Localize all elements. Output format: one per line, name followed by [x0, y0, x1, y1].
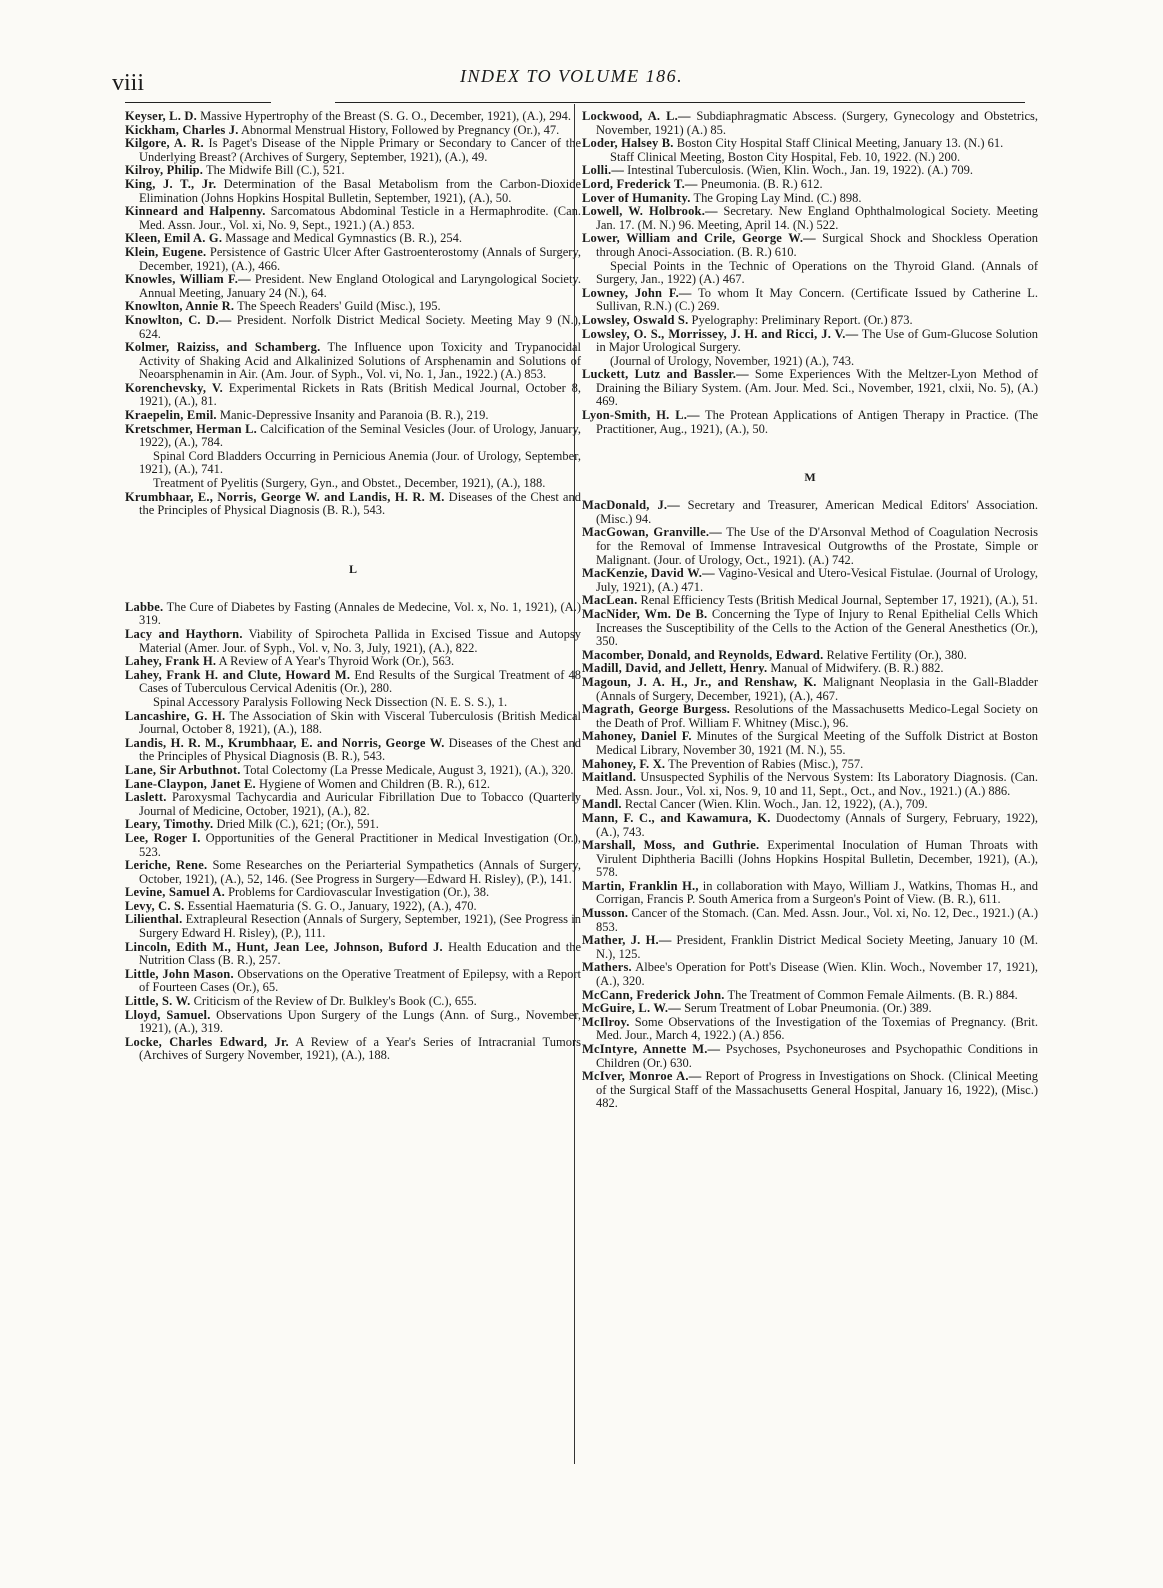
- index-entry: [582, 594, 1038, 608]
- entry-text: Extrapleural Resection (Annals of Surgery, September, 1921), (See Progress in Surgery Edward H. Risley), (P.), 111.: [139, 912, 581, 941]
- entry-author: Labbe.: [125, 599, 164, 614]
- entry-author: Little, S. W.: [125, 994, 191, 1009]
- index-entry: [582, 567, 1038, 594]
- index-entry: [582, 164, 1038, 178]
- index-entry: [582, 608, 1038, 649]
- entry-text: Intestinal Tuberculosis. (Wien, Klin. Woch., Jan. 19, 1922). (A.) 709.: [627, 163, 973, 178]
- index-entry: [582, 287, 1038, 314]
- entry-author: Luckett, Lutz and Bassler.—: [582, 367, 749, 382]
- index-entry: [125, 995, 581, 1009]
- entry-author: Martin, Franklin H.,: [582, 878, 699, 893]
- entry-text: The Use of the D'Arsonval Method of Coagulation Necrosis for the Removal of Immense Intravesical Outgrowths of the Prostate, Simple or Malignant. (Jour. of Urology, Oct., 1921). (A.) 742.: [596, 525, 1038, 567]
- entry-text: The Speech Readers' Guild (Misc.), 195.: [237, 299, 441, 314]
- entry-author: Kilroy, Philip.: [125, 163, 204, 178]
- entry-text: Is Paget's Disease of the Nipple Primary or Secondary to Cancer of the Underlying Breast? (Archives of Surgery, September, 1921), (A.), 49.: [139, 136, 581, 164]
- entry-text: Diseases of the Chest and the Principles of Physical Diagnosis (B. R.), 543.: [139, 735, 581, 764]
- entry-text: Concerning the Type of Injury to Renal Epithelial Cells Which Increases the Susceptibility of the Cells to the Action of the General Anesthetics (Or.), 350.: [596, 607, 1038, 649]
- entry-text: Secretary and Treasurer, American Medical Editors' Association. (Misc.) 94.: [596, 498, 1038, 526]
- entry-text: Massive Hypertrophy of the Breast (S. G. O., December, 1921), (A.), 294.: [200, 109, 572, 123]
- entry-text: Staff Clinical Meeting, Boston City Hospital, Feb. 10, 1922. (N.) 200.: [610, 149, 961, 164]
- entry-text: Problems for Cardiovascular Investigation (Or.), 38.: [228, 885, 490, 900]
- index-entry: [125, 491, 581, 518]
- index-entry: [125, 737, 581, 764]
- entry-author: Lincoln, Edith M., Hunt, Jean Lee, Johnson, Buford J.: [125, 939, 443, 954]
- index-entry: [582, 798, 1038, 812]
- index-entry: [582, 1016, 1038, 1043]
- entry-text: The Association of Skin with Visceral Tuberculosis (British Medical Journal, October 8, 1921), (A.), 188.: [139, 708, 581, 737]
- entry-author: Mandl.: [582, 797, 622, 812]
- entry-author: Levy, C. S.: [125, 898, 185, 913]
- page-header: [0, 0, 1163, 100]
- entry-author: Levine, Samuel A.: [125, 885, 225, 900]
- entry-author: Lowsley, O. S., Morrissey, J. H. and Ricci, J. V.—: [582, 326, 859, 341]
- entry-text: Renal Efficiency Tests (British Medical Journal, September 17, 1921), (A.), 51.: [640, 593, 1038, 608]
- entry-author: Loder, Halsey B.: [582, 136, 674, 151]
- index-entry: [582, 409, 1038, 436]
- entry-author: Madill, David, and Jellett, Henry.: [582, 661, 768, 676]
- entry-author: Leary, Timothy.: [125, 817, 214, 832]
- index-entry: [125, 778, 581, 792]
- entry-author: Lolli.—: [582, 163, 625, 178]
- index-entry: [582, 676, 1038, 703]
- entry-text: Massage and Medical Gymnastics (B. R.), 254.: [225, 231, 463, 246]
- index-entry: [582, 907, 1038, 934]
- index-entry: [125, 124, 581, 138]
- entry-text: Vagino-Vesical and Utero-Vesical Fistulae. (Journal of Urology, July, 1921), (A.) 471.: [596, 566, 1039, 594]
- entry-author: Kolmer, Raiziss, and Schamberg.: [125, 340, 321, 355]
- index-entry: [125, 409, 581, 423]
- entry-author: Kickham, Charles J.: [125, 122, 239, 137]
- entry-author: Lower, William and Crile, George W.—: [582, 231, 816, 246]
- entry-author: Landis, H. R. M., Krumbhaar, E. and Norris, George W.: [125, 735, 445, 750]
- header-rule-right: [335, 102, 1025, 103]
- index-entry: [582, 1043, 1038, 1070]
- entry-text: The Treatment of Common Female Ailments. (B. R.) 884.: [727, 987, 1018, 1002]
- entry-author: King, J. T., Jr.: [125, 176, 217, 191]
- entry-text: President. New England Otological and Laryngological Society. Annual Meeting, January 24 (N.), 64.: [139, 272, 581, 300]
- entry-author: Laslett.: [125, 790, 167, 805]
- section-letter-l: L: [348, 561, 357, 576]
- entry-text: The Influence upon Toxicity and Trypanocidal Activity of Shaking Acid and Alkalinized Solutions of Arsphenamin and Solutions of Neoarsphenamin in Air. (Am. Jour. of Syph., Vol. vi, No. 1, Jan., 1922.) (A.) 853.: [139, 340, 581, 382]
- entry-text: Dried Milk (C.), 621; (Or.), 591.: [216, 817, 379, 832]
- entry-author: McCann, Frederick John.: [582, 987, 725, 1002]
- entry-text: (Journal of Urology, November, 1921) (A.), 743.: [610, 353, 855, 368]
- index-entry: [125, 710, 581, 737]
- index-entry: [582, 205, 1038, 232]
- entry-author: Lowney, John F.—: [582, 285, 692, 300]
- entry-author: Mahoney, Daniel F.: [582, 729, 692, 744]
- entry-text: A Review of a Year's Series of Intracranial Tumors (Archives of Surgery November, 1921), (A.), 188.: [139, 1034, 582, 1063]
- index-entry: [125, 341, 581, 382]
- entry-text: End Results of the Surgical Treatment of 48 Cases of Tuberculous Cervical Adenitis (Or.), 280.: [139, 667, 582, 696]
- entry-author: Lord, Frederick T.—: [582, 176, 698, 191]
- entry-author: Lahey, Frank H. and Clute, Howard M.: [125, 667, 351, 682]
- entry-text: Paroxysmal Tachycardia and Auricular Fibrillation Due to Tobacco (Quarterly Journal of Medicine, October, 1921), (A.), 82.: [139, 790, 581, 818]
- entry-text: The Cure of Diabetes by Fasting (Annales de Medecine, Vol. x, No. 1, 1921), (A.) 319.: [139, 599, 581, 628]
- entry-author: McIver, Monroe A.—: [582, 1069, 702, 1084]
- entry-text: Treatment of Pyelitis (Surgery, Gyn., and Obstet., December, 1921), (A.), 188.: [153, 476, 546, 491]
- entry-text: in collaboration with Mayo, William J., Watkins, Thomas H., and Corrigan, Francis P. South America from a Surgeon's Point of View. (B. R.), 611.: [596, 878, 1038, 907]
- entry-text: Manual of Midwifery. (B. R.) 882.: [770, 661, 944, 676]
- entry-text: Experimental Rickets in Rats (British Medical Journal, October 8, 1921), (A.), 81.: [139, 380, 581, 409]
- entry-author: Mathers.: [582, 960, 632, 975]
- entry-author: McGuire, L. W.—: [582, 1001, 681, 1016]
- index-entry: [582, 499, 1038, 526]
- entry-text: President, Franklin District Medical Society Meeting, January 10 (M. N.), 125.: [596, 933, 1038, 961]
- index-entry: [125, 628, 581, 655]
- entry-text: The Midwife Bill (C.), 521.: [206, 163, 345, 178]
- index-entry: [582, 314, 1038, 328]
- entry-text: Abnormal Menstrual History, Followed by Pregnancy (Or.), 47.: [240, 122, 560, 137]
- entry-text: Serum Treatment of Lobar Pneumonia. (Or.) 389.: [684, 1001, 932, 1016]
- entry-text: Viability of Spirocheta Pallida in Excised Tissue and Autopsy Material (Amer. Jour. of Syph., Vol. v, No. 3, July, 1921), (A.), 822.: [139, 627, 581, 655]
- index-entry: [125, 178, 581, 205]
- index-entry: [125, 832, 581, 859]
- entry-text: Pneumonia. (B. R.) 612.: [700, 176, 823, 191]
- entry-text: Calcification of the Seminal Vesicles (Jour. of Urology, January, 1922), (A.), 784.: [139, 421, 582, 450]
- index-entry: [582, 812, 1038, 839]
- index-entry: [125, 859, 581, 886]
- entry-text: The Use of Gum-Glucose Solution in Major Urological Surgery.: [596, 326, 1039, 355]
- entry-author: Kilgore, A. R.: [125, 136, 204, 151]
- entry-author: Leriche, Rene.: [125, 858, 208, 873]
- entry-author: Mann, F. C., and Kawamura, K.: [582, 810, 771, 825]
- entry-text: Resolutions of the Massachusetts Medico-Legal Society on the Death of Prof. William F. Whitney (Misc.), 96.: [596, 702, 1038, 730]
- index-entry: [125, 1009, 581, 1036]
- index-entry: [125, 232, 581, 246]
- index-entry: [125, 273, 581, 300]
- entry-text: President. Norfolk District Medical Society. Meeting May 9 (N.), 624.: [139, 312, 582, 341]
- entry-author: Lacy and Haythorn.: [125, 627, 243, 641]
- index-entry: [125, 477, 581, 491]
- index-entry: [582, 758, 1038, 772]
- entry-text: Malignant Neoplasia in the Gall-Bladder (Annals of Surgery, December, 1921), (A.), 467.: [596, 674, 1038, 703]
- index-entry: [582, 328, 1038, 355]
- entry-author: Lockwood, A. L.—: [582, 109, 691, 123]
- index-entry: [582, 703, 1038, 730]
- entry-author: Knowlton, Annie R.: [125, 299, 235, 314]
- entry-author: Mahoney, F. X.: [582, 756, 666, 771]
- index-entry: [582, 880, 1038, 907]
- entry-author: Knowlton, C. D.—: [125, 312, 232, 327]
- index-entry: [125, 669, 581, 696]
- index-entry: [582, 526, 1038, 567]
- index-entry: [125, 696, 581, 710]
- entry-author: Kraepelin, Emil.: [125, 408, 217, 423]
- entry-text: Determination of the Basal Metabolism from the Carbon-Dioxide Elimination (Johns Hopkins Hospital Bulletin, September, 1921), (A.), 50.: [139, 176, 582, 205]
- index-entry: [582, 961, 1038, 988]
- entry-text: Special Points in the Technic of Operations on the Thyroid Gland. (Annals of Surgery, Jan., 1922) (A.) 467.: [596, 258, 1038, 287]
- index-entry: [125, 968, 581, 995]
- index-entry: [125, 205, 581, 232]
- index-entry: [582, 662, 1038, 676]
- entry-author: MacKenzie, David W.—: [582, 566, 715, 581]
- index-entry: [582, 934, 1038, 961]
- index-entry: [582, 1070, 1038, 1111]
- index-entry: [582, 839, 1038, 880]
- entry-author: Macomber, Donald, and Reynolds, Edward.: [582, 647, 824, 662]
- index-entry: [582, 260, 1038, 287]
- entry-text: Pyelography: Preliminary Report. (Or.) 873.: [691, 312, 913, 327]
- entry-author: Lowell, W. Holbrook.—: [582, 204, 718, 219]
- entry-text: Spinal Accessory Paralysis Following Neck Dissection (N. E. S. S.), 1.: [153, 694, 508, 709]
- index-entry: [125, 164, 581, 178]
- entry-text: Albee's Operation for Pott's Disease (Wien. Klin. Woch., November 17, 1921), (A.), 320.: [596, 960, 1039, 989]
- index-entry: [582, 368, 1038, 409]
- right-column: [582, 110, 1038, 1111]
- index-entry: [582, 178, 1038, 192]
- index-entry: [582, 649, 1038, 663]
- entry-text: Subdiaphragmatic Abscess. (Surgery, Gynecology and Obstetrics, November, 1921) (A.) 85.: [596, 109, 1038, 137]
- index-entry: [125, 110, 581, 124]
- entry-text: Secretary. New England Ophthalmological Society. Meeting Jan. 17. (M. N.) 96. Meeting, April 14. (N.) 522.: [596, 204, 1039, 232]
- entry-author: Lyon-Smith, H. L.—: [582, 408, 700, 423]
- entry-author: Lilienthal.: [125, 912, 183, 927]
- entry-author: Mather, J. H.—: [582, 933, 672, 948]
- entry-text: Some Observations of the Investigation of the Toxemias of Pregnancy. (Brit. Med. Jour., March 4, 1922.) (A.) 856.: [596, 1014, 1039, 1043]
- entry-text: The Protean Applications of Antigen Therapy in Practice. (The Practitioner, Aug., 1921), (A.), 50.: [596, 408, 1038, 436]
- entry-text: Surgical Shock and Shockless Operation through Anoci-Association. (B. R.) 610.: [596, 231, 1038, 259]
- entry-text: Some Researches on the Periarterial Sympathetics (Annals of Surgery, October, 1921), (A.), 52, 146. (See Progress in Surgery—Edward H. Risley), (P.), 141.: [139, 858, 581, 886]
- entry-author: Korenchevsky, V.: [125, 380, 223, 395]
- section-letter-m: M: [804, 470, 816, 485]
- entry-author: Lowsley, Oswald S.: [582, 312, 689, 327]
- index-entry: [125, 913, 581, 940]
- entry-author: Lancashire, G. H.: [125, 708, 226, 723]
- index-entry: [125, 764, 581, 778]
- entry-text: Diseases of the Chest and the Principles of Physical Diagnosis (B. R.), 543.: [139, 489, 581, 518]
- entry-author: Magrath, George Burgess.: [582, 702, 731, 717]
- entry-text: Cancer of the Stomach. (Can. Med. Assn. Jour., Vol. xi, No. 12, Dec., 1921.) (A.) 853.: [596, 906, 1038, 934]
- left-column: [125, 110, 581, 1063]
- entry-author: Marshall, Moss, and Guthrie.: [582, 838, 760, 853]
- entry-author: Lane, Sir Arbuthnot.: [125, 762, 241, 777]
- entry-text: Total Colectomy (La Presse Medicale, August 3, 1921), (A.), 320.: [243, 762, 574, 777]
- entry-text: Unsuspected Syphilis of the Nervous System: Its Laboratory Diagnosis. (Can. Med. Assn. Jour., Vol. xi, Nos. 9, 10 and 11, Sept., Oct., and Nov., 1921.) (A.) 886.: [596, 770, 1038, 798]
- entry-text: Observations Upon Surgery of the Lungs (Ann. of Surg., November, 1921), (A.), 319.: [139, 1007, 582, 1036]
- entry-author: Kinneard and Halpenny.: [125, 204, 266, 219]
- index-entry: [582, 232, 1038, 259]
- entry-author: Lane-Claypon, Janet E.: [125, 776, 256, 791]
- entry-author: Klein, Eugene.: [125, 244, 207, 259]
- entry-text: Experimental Inoculation of Human Throats with Virulent Diphtheria Bacilli (Johns Hopkins Hospital Bulletin, December, 1921), (A.), 578.: [596, 838, 1039, 880]
- entry-author: Musson.: [582, 906, 629, 921]
- entry-text: Some Experiences With the Meltzer-Lyon Method of Draining the Biliary System. (Am. Jour. Med. Sci., November, 1921, clxii, No. 5), (A.) 469.: [596, 367, 1038, 409]
- entry-text: Manic-Depressive Insanity and Paranoia (B. R.), 219.: [219, 408, 489, 423]
- entry-text: Psychoses, Psychoneuroses and Psychopathic Conditions in Children (Or.) 630.: [596, 1042, 1039, 1070]
- index-entry: [125, 655, 581, 669]
- index-entry: [582, 1002, 1038, 1016]
- entry-author: Little, John Mason.: [125, 966, 234, 981]
- index-entry: [125, 941, 581, 968]
- entry-text: A Review of A Year's Thyroid Work (Or.), 563.: [218, 654, 455, 669]
- entry-text: Persistence of Gastric Ulcer After Gastroenterostomy (Annals of Surgery, December, 1921), (A.), 466.: [139, 244, 582, 273]
- entry-text: Opportunities of the General Practitioner in Medical Investigation (Or.), 523.: [139, 830, 581, 859]
- page-number: viii: [112, 70, 145, 96]
- entry-author: Kretschmer, Herman L.: [125, 421, 258, 436]
- entry-author: Maitland.: [582, 770, 637, 785]
- running-head: INDEX TO VOLUME 186.: [460, 66, 684, 86]
- header-rule-left: [125, 102, 271, 103]
- entry-text: Minutes of the Surgical Meeting of the Suffolk District at Boston Medical Library, November 30, 1921 (M. N.), 55.: [596, 729, 1039, 757]
- index-entry: [582, 151, 1038, 165]
- entry-author: McIlroy.: [582, 1014, 630, 1029]
- entry-author: Lahey, Frank H.: [125, 654, 217, 669]
- entry-author: MacNider, Wm. De B.: [582, 607, 708, 621]
- index-entry: [582, 771, 1038, 798]
- entry-text: The Groping Lay Mind. (C.) 898.: [693, 190, 862, 205]
- entry-text: Rectal Cancer (Wien. Klin. Woch., Jan. 12, 1922), (A.), 709.: [624, 797, 928, 812]
- entry-text: Report of Progress in Investigations on Shock. (Clinical Meeting of the Surgical Staff of the Massachusetts General Hospital, January 16, 1922), (Misc.) 482.: [596, 1069, 1039, 1111]
- index-entry: [125, 900, 581, 914]
- entry-author: MacDonald, J.—: [582, 498, 680, 513]
- entry-author: Kleen, Emil A. G.: [125, 231, 223, 246]
- entry-author: Locke, Charles Edward, Jr.: [125, 1034, 289, 1049]
- entry-text: Boston City Hospital Staff Clinical Meeting, January 13. (N.) 61.: [676, 136, 1004, 151]
- index-entry: [125, 1036, 581, 1063]
- entry-author: Lover of Humanity.: [582, 190, 691, 205]
- entry-author: Krumbhaar, E., Norris, George W. and Landis, H. R. M.: [125, 489, 445, 504]
- index-entry: [125, 791, 581, 818]
- entry-text: Duodectomy (Annals of Surgery, February, 1922), (A.), 743.: [596, 810, 1038, 839]
- entry-text: To whom It May Concern. (Certificate Issued by Catherine L. Sullivan, R.N.) (C.) 269.: [596, 285, 1038, 314]
- entry-text: Observations on the Operative Treatment of Epilepsy, with a Report of Fourteen Cases (Or.), 65.: [139, 966, 581, 995]
- entry-author: Lee, Roger I.: [125, 830, 201, 845]
- entry-text: The Prevention of Rabies (Misc.), 757.: [668, 756, 864, 771]
- entry-text: Health Education and the Nutrition Class (B. R.), 257.: [139, 939, 581, 968]
- index-entry: [125, 314, 581, 341]
- entry-text: Spinal Cord Bladders Occurring in Pernicious Anemia (Jour. of Urology, September, 1921), (A.), 741.: [139, 448, 581, 477]
- index-entry: [125, 818, 581, 832]
- entry-author: Magoun, J. A. H., Jr., and Renshaw, K.: [582, 674, 817, 689]
- index-entry: [582, 192, 1038, 206]
- entry-author: MacLean.: [582, 593, 638, 608]
- index-entry: [582, 989, 1038, 1003]
- entry-text: Relative Fertility (Or.), 380.: [826, 647, 967, 662]
- index-entry: [125, 601, 581, 628]
- index-entry: [582, 355, 1038, 369]
- entry-author: Keyser, L. D.: [125, 109, 197, 123]
- entry-text: Sarcomatous Abdominal Testicle in a Hermaphrodite. (Can. Med. Assn. Jour., Vol. xi, No. 9, Sept., 1921.) (A.) 853.: [139, 204, 581, 232]
- entry-author: Lloyd, Samuel.: [125, 1007, 211, 1022]
- index-entry: [582, 137, 1038, 151]
- index-entry: [582, 730, 1038, 757]
- entry-author: MacGowan, Granville.—: [582, 525, 722, 540]
- index-entry: [125, 300, 581, 314]
- index-entry: [125, 886, 581, 900]
- entry-text: Hygiene of Women and Children (B. R.), 612.: [258, 776, 490, 791]
- entry-text: Essential Haematuria (S. G. O., January, 1922), (A.), 470.: [187, 898, 477, 913]
- entry-text: Criticism of the Review of Dr. Bulkley's Book (C.), 655.: [193, 994, 477, 1009]
- index-entry: [125, 137, 581, 164]
- entry-author: McIntyre, Annette M.—: [582, 1042, 721, 1056]
- entry-author: Knowles, William F.—: [125, 272, 251, 287]
- index-entry: [582, 110, 1038, 137]
- index-entry: [125, 382, 581, 409]
- index-entry: [125, 423, 581, 450]
- index-entry: [125, 450, 581, 477]
- index-entry: [125, 246, 581, 273]
